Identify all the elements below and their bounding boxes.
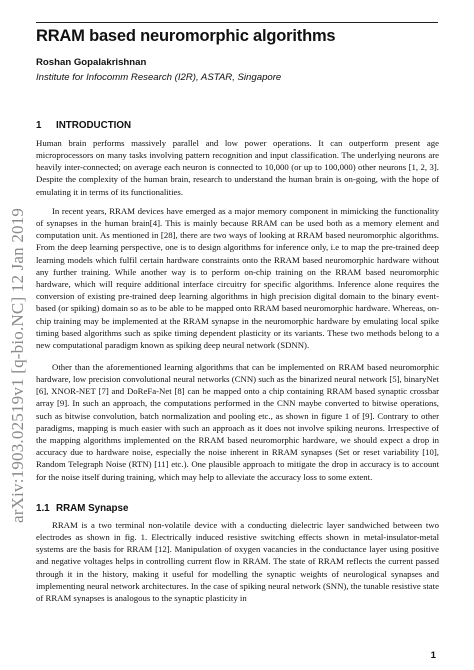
arxiv-stamp: arXiv:1903.02519v1 [q-bio.NC] 12 Jan 2019 <box>8 207 27 523</box>
title-rule <box>36 22 438 23</box>
subsection-heading-rram-synapse <box>36 503 128 514</box>
author-name: Roshan Gopalakrishnan <box>36 57 147 68</box>
rram-paragraph-1: RRAM is a two terminal non-volatile device with a conducting dielectric layer sandwiched between two electrodes as shown in fig. 1. Electrically induced resistive switching effects shown in metal-insulator-metal systems are the basis for RRAM [12]. Manipulation of oxygen vacancies in the conductance layer using positive and negative voltages helps in controlling current flow in RRAM. The state of RRAM reflects the current passed through it in the history, making it useful for modelling the synaptic weights of neurological synapses and implementing neural network architectures. In the case of spiking neural network (SNN), the tunable resistive state of RRAM synapses is analogous to the synaptic plasticity in <box>36 519 439 603</box>
page-number: 1 <box>430 650 436 661</box>
intro-paragraph-2: In recent years, RRAM devices have emerged as a major memory component in mimicking the functionality of synapses in the human brain[4]. This is mainly because RRAM can be used both as a memory element and computation unit. As mentioned in [28], there are two ways of looking at RRAM based neuromorphic algorithms. From the deep learning perspective, one is to design algorithms for inference only, i.e to map the pre-trained deep learning models which fulfil certain hardware constraints onto the RRAM based neuromorphic hardware without any further training. While another way is to perform on-chip training on the RRAM based neuromorphic hardware, which will require additional interface circuitry for specific algorithms. Inference alone requires the conversion of existing pre-trained deep learning algorithms in high precision digital domain to the binary event-based (or spiking) domain so as to be able to be mapped onto RRAM based neuromorphic hardware. Whereas, on-chip training may be implemented at the RRAM synapse in the neuromorphic hardware by emulating local spike timing based algorithms such as spike timing dependent plasticity or its variants. These two methods belong to a new computational paradigm known as spiking deep neural network (SDNN). <box>36 205 439 350</box>
section-number: 1 <box>36 120 42 131</box>
author-affiliation: Institute for Infocomm Research (I2R), ASTAR, Singapore <box>36 72 282 83</box>
subsection-number: 1.1 <box>36 503 50 514</box>
section-title: INTRODUCTION <box>56 120 132 131</box>
subsection-title: RRAM Synapse <box>56 503 129 514</box>
section-heading-introduction <box>36 120 131 131</box>
intro-paragraph-1: Human brain performs massively parallel and low power operations. It can outperform present age microprocessors on many tasks involving pattern recognition and input classification. The underlying neurons are heavily inter-connected; on average each neuron is connected to 10,000 (or up to 100,000) other neurons [1, 2, 3]. Despite the complexity of the human brain, research to understand the human brain is on-going, with the hope of emulating it in terms of its functionalities. <box>36 137 439 197</box>
intro-paragraph-3: Other than the aforementioned learning algorithms that can be implemented on RRAM based neuromorphic hardware, low precision convolutional neural networks (CNN) such as the binarized neural network [5], binaryNet [6], XNOR-NET [7] and DoReFa-Net [8] can be mapped onto a chip containing RRAM based synaptic crossbar array [9]. In such an approach, the computations performed in the CNN maybe converted to bitwise operations, such as bitwise convolution, batch normalization and pooling etc., as shown in figure 1 of [9]. Contrary to other paradigms, mapping is much easier with such an approach as it does not involve spiking neurons. Irrespective of the mapping algorithms implemented on the RRAM based neuromorphic hardware, we should expect a drop in accuracy due to hardware noise, especially the noise inherent in RRAM synapses (Set or reset variability [10], Random Telegraph Noise (RTN) [11] etc.). One plausible approach to mitigate the drop in accuracy is to account for the noise itself during training, which may help to alleviate the accuracy loss to some extent. <box>36 361 439 482</box>
paper-title: RRAM based neuromorphic algorithms <box>36 27 336 45</box>
